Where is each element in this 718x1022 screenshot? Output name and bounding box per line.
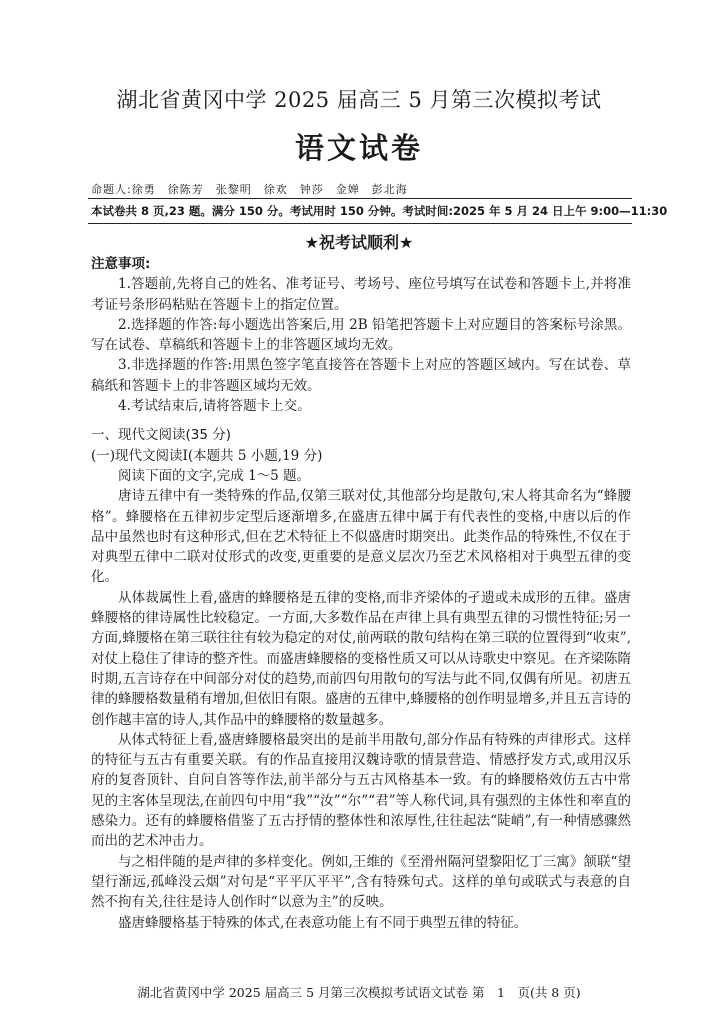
bottom-divider: [88, 223, 632, 224]
passage-paragraph: 与之相伴随的是声律的多样变化。例如,王维的《至滑州隔河望黎阳忆丁三寓》颔联“望望行渐远,孤峰没云烟”对句是“平平仄平平”,含有特殊句式。这样的单句或联式与表意的自然不拘有关,往往是诗人创作时“以意为主”的反映。: [91, 853, 631, 911]
exam-title: 湖北省黄冈中学 2025 届高三 5 月第三次模拟考试: [116, 88, 602, 112]
exam-info-right: 考试时间:2025 年 5 月 24 日上午 9:00—11:30: [402, 204, 668, 218]
subject-title: 语文试卷: [294, 131, 423, 165]
passage-paragraph: 盛唐蜂腰格基于特殊的体式,在表意功能上有不同于典型五律的特征。: [118, 914, 528, 931]
exam-info-left: 本试卷共 8 页,23 题。满分 150 分。考试用时 150 分钟。: [91, 204, 403, 218]
blessing-banner: ★祝考试顺利★: [304, 233, 414, 252]
exam-info-line: [91, 203, 668, 219]
notice-item: 4.考试结束后,请将答题卡上交。: [118, 398, 311, 415]
reading-instruction: 阅读下面的文字,完成 1～5 题。: [118, 467, 311, 484]
passage-paragraph: 从体裁属性上看,盛唐的蜂腰格是五律的变格,而非齐梁体的孑遗或未成形的五律。盛唐蜂腰格的律诗属性比较稳定。一方面,大多数作品在声律上具有典型五律的习惯性特征;另一方面,蜂腰格在第三联往往有较为稳定的对仗,前两联的散句结构在第三联的位置得到“收束”,对仗上稳住了律诗的整齐性。而盛唐蜂腰格的变格性质又可以从诗歌史中察见。在齐梁陈隋时期,五言诗存在中间部分对仗的趋势,而前四句用散句的写法与此不同,仅偶有所见。初唐五律的蜂腰格数量稍有增加,但依旧有限。盛唐的五律中,蜂腰格的创作明显增多,并且五言诗的创作越丰富的诗人,其作品中的蜂腰格的数量越多。: [91, 589, 631, 728]
section-heading: 一、现代文阅读(35 分): [91, 427, 232, 444]
passage-paragraph: 唐诗五律中有一类特殊的作品,仅第三联对仗,其他部分均是散句,宋人将其命名为“蜂腰格”。蜂腰格在五律初步定型后逐渐增多,在盛唐五律中属于有代表性的变格,中唐以后的作品中虽然也时有这种形式,但在艺术特征上不似盛唐时期突出。此类作品的特殊性,不仅在于对典型五律中二联对仗形式的改变,更重要的是意义层次乃至艺术风格相对于典型五律的变化。: [91, 488, 631, 586]
section-subheading: (一)现代文阅读Ⅰ(本题共 5 小题,19 分): [91, 447, 323, 464]
passage-paragraph: 从体式特征上看,盛唐蜂腰格最突出的是前半用散句,部分作品有特殊的声律形式。这样的特征与五古有重要关联。有的作品直接用汉魏诗歌的情景营造、情感抒发方式,或用汉乐府的复沓顶针、自问自答等作法,前半部分与五古风格基本一致。有的蜂腰格效仿五古中常见的主客体呈现法,在前四句中用“我”“汝”“尔”“君”等人称代词,具有强烈的主体性和率直的感染力。还有的蜂腰格借鉴了五古抒情的整体性和浓厚性,往往起法“陡峭”,有一种情感骤然而出的艺术冲击力。: [91, 731, 631, 850]
page-footer: 湖北省黄冈中学 2025 届高三 5 月第三次模拟考试语文试卷 第 1 页(共 8 页): [137, 985, 581, 1000]
top-divider: [88, 198, 632, 199]
authors-line: 命题人:徐勇 徐陈芳 张黎明 徐欢 钟莎 金婵 彭北海: [91, 183, 408, 196]
body-text: [91, 254, 631, 933]
notice-item: 2.选择题的作答:每小题选出答案后,用 2B 铅笔把答题卡上对应题目的答案标号涂黑。写在试卷、草稿纸和答题卡上的非答题区域均无效。: [91, 316, 631, 354]
notice-item: 3.非选择题的作答:用黑色签字笔直接答在答题卡上对应的答题区域内。写在试卷、草稿纸和答题卡上的非答题区域均无效。: [91, 357, 631, 394]
notice-title: 注意事项:: [91, 256, 151, 272]
notice-item: 1.答题前,先将自己的姓名、准考证号、考场号、座位号填写在试卷和答题卡上,并将准考证号条形码粘贴在答题卡上的指定位置。: [91, 276, 631, 313]
